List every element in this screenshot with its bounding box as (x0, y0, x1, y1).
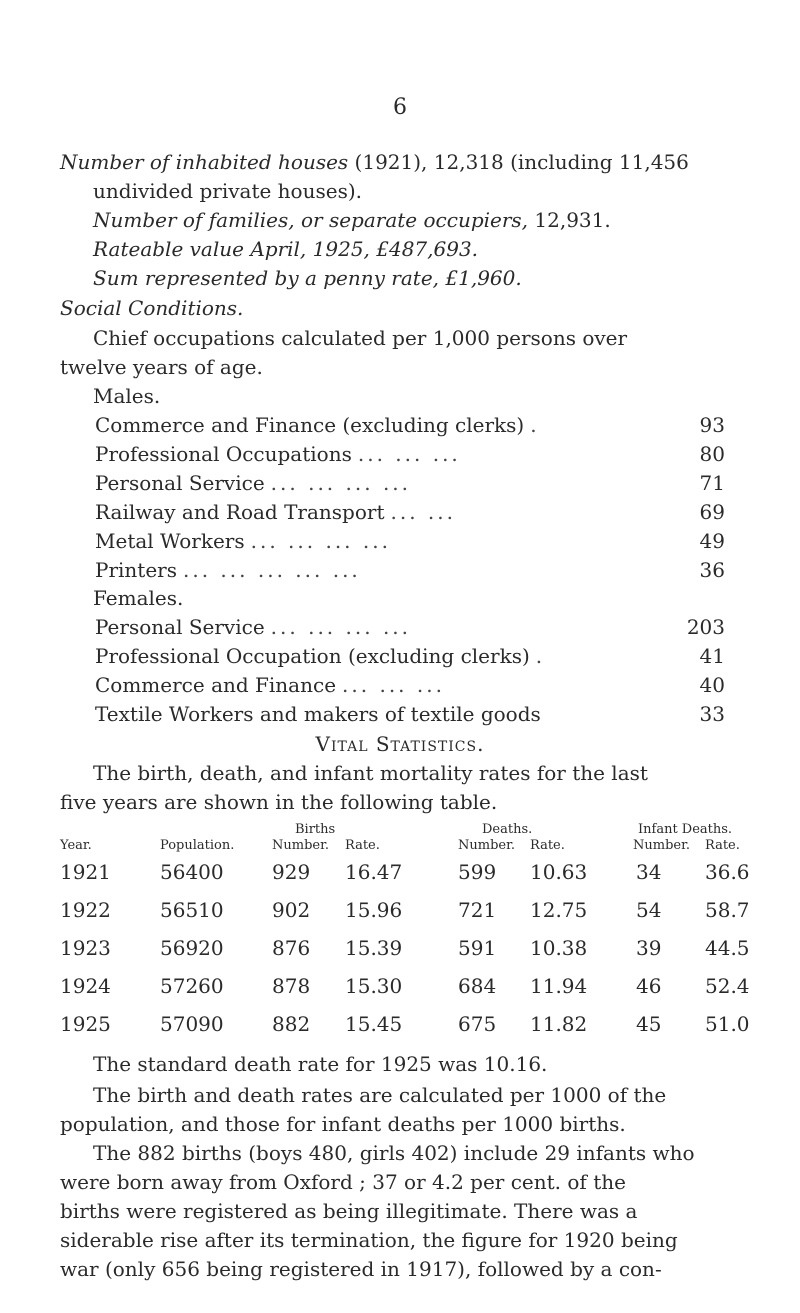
occupation-label: Textile Workers and makers of textile goods (95, 702, 541, 726)
leader-dots: ... ... ... ... (270, 615, 412, 639)
paragraph-line: were born away from Oxford ; 37 or 4.2 per cent. of the (60, 1170, 626, 1194)
occupation-value: 36 (699, 558, 725, 582)
inhabited-houses-label: Number of inhabited houses (60, 150, 349, 174)
rateable-value-line: Rateable value April, 1925, £487,693. (93, 237, 479, 261)
table-cell-year: 1925 (60, 1012, 111, 1036)
inhabited-houses-value: (1921), 12,318 (including 11,456 (348, 150, 689, 174)
table-cell-i-rate: 36.6 (705, 860, 750, 884)
occupation-label: Commerce and Finance (excluding clerks) (95, 413, 525, 437)
occupation-row (95, 471, 725, 495)
table-cell-d-number: 599 (458, 860, 497, 884)
table-cell-b-number: 902 (272, 898, 311, 922)
occupation-row (95, 673, 725, 697)
occupation-value: 203 (686, 615, 725, 639)
table-cell-population: 56920 (160, 936, 224, 960)
table-cell-b-number: 876 (272, 936, 311, 960)
table-cell-b-number: 929 (272, 860, 311, 884)
occupation-row (95, 702, 725, 726)
leader-dots (541, 702, 677, 726)
occupation-value: 71 (699, 471, 725, 495)
occupation-label: Railway and Road Transport (95, 500, 385, 524)
col-header-infant-rate: Rate. (705, 838, 740, 853)
table-cell-d-number: 721 (458, 898, 497, 922)
table-cell-d-rate: 10.38 (530, 936, 588, 960)
rates-paragraph (60, 1081, 740, 1139)
leader-dots: ... ... ... ... ... (183, 558, 361, 582)
paragraph-line: The birth and death rates are calculated per 1000 of the (93, 1083, 667, 1107)
table-cell-d-number: 591 (458, 936, 497, 960)
col-header-deaths-rate: Rate. (530, 838, 565, 853)
occupations-intro-line2: twelve years of age. (60, 355, 263, 379)
table-cell-b-number: 878 (272, 974, 311, 998)
table-cell-population: 57090 (160, 1012, 224, 1036)
table-cell-b-number: 882 (272, 1012, 311, 1036)
paragraph-line: The 882 births (boys 480, girls 402) include 29 infants who (93, 1141, 695, 1165)
occupation-label: Professional Occupation (excluding clerks) (95, 644, 530, 668)
inhabited-houses-continuation: undivided private houses). (93, 179, 362, 203)
occupation-value: 80 (699, 442, 725, 466)
families-line (93, 208, 611, 232)
occupation-row (95, 413, 725, 437)
table-cell-i-rate: 52.4 (705, 974, 750, 998)
table-cell-i-number: 54 (636, 898, 662, 922)
table-cell-i-number: 45 (636, 1012, 662, 1036)
penny-rate-line: Sum represented by a penny rate, £1,960. (93, 266, 522, 290)
paragraph-line: siderable rise after its termination, the figure for 1920 being (60, 1228, 678, 1252)
table-cell-b-rate: 15.45 (345, 1012, 403, 1036)
occupation-value: 93 (699, 413, 725, 437)
occupation-label: Metal Workers (95, 529, 245, 553)
leader-dots: . (535, 644, 546, 668)
table-cell-i-number: 39 (636, 936, 662, 960)
occupation-row (95, 500, 725, 524)
births-paragraph (60, 1139, 740, 1284)
occupation-label: Commerce and Finance (95, 673, 337, 697)
leader-dots: . (530, 413, 540, 437)
table-cell-i-number: 46 (636, 974, 662, 998)
vital-statistics-heading: Vital Statistics. (315, 732, 485, 756)
vital-intro-line2: five years are shown in the following table. (60, 790, 498, 814)
occupation-row (95, 529, 725, 553)
occupation-value: 69 (699, 500, 725, 524)
table-cell-year: 1921 (60, 860, 111, 884)
table-cell-d-rate: 12.75 (530, 898, 588, 922)
table-cell-population: 56510 (160, 898, 224, 922)
occupation-value: 49 (699, 529, 725, 553)
paragraph-line: births were registered as being illegitimate. There was a (60, 1199, 638, 1223)
table-cell-i-rate: 51.0 (705, 1012, 750, 1036)
table-cell-year: 1923 (60, 936, 111, 960)
table-cell-b-rate: 16.47 (345, 860, 403, 884)
col-header-population: Population. (160, 838, 235, 853)
table-cell-d-rate: 11.94 (530, 974, 588, 998)
occupation-row (95, 442, 725, 466)
table-cell-i-rate: 44.5 (705, 936, 750, 960)
births-group-header: Births (295, 822, 336, 837)
table-cell-i-number: 34 (636, 860, 662, 884)
leader-dots: ... ... ... ... (250, 529, 391, 553)
occupation-label: Personal Service (95, 471, 265, 495)
vital-intro-line1: The birth, death, and infant mortality rates for the last (93, 761, 648, 785)
table-cell-year: 1924 (60, 974, 111, 998)
page-number: 6 (393, 95, 407, 120)
paragraph-line: war (only 656 being registered in 1917), followed by a con- (60, 1257, 662, 1281)
occupation-value: 33 (699, 702, 725, 726)
paragraph-line: population, and those for infant deaths per 1000 births. (60, 1112, 626, 1136)
table-cell-d-number: 684 (458, 974, 497, 998)
occupation-value: 40 (699, 673, 725, 697)
col-header-births-rate: Rate. (345, 838, 380, 853)
table-cell-d-number: 675 (458, 1012, 497, 1036)
leader-dots: ... ... (390, 500, 457, 524)
table-cell-b-rate: 15.30 (345, 974, 403, 998)
occupation-label: Personal Service (95, 615, 265, 639)
females-heading: Females. (93, 586, 184, 610)
occupations-intro-line1: Chief occupations calculated per 1,000 persons over (93, 326, 628, 350)
table-cell-b-rate: 15.39 (345, 936, 403, 960)
table-cell-population: 57260 (160, 974, 224, 998)
occupation-value: 41 (699, 644, 725, 668)
leader-dots: ... ... ... (357, 442, 461, 466)
families-value: 12,931. (528, 208, 611, 232)
deaths-group-header: Deaths. (482, 822, 533, 837)
standard-death-rate-note: The standard death rate for 1925 was 10.16. (93, 1052, 548, 1076)
inhabited-houses-line (60, 150, 689, 174)
col-header-year: Year. (60, 838, 92, 853)
leader-dots: ... ... ... (342, 673, 445, 697)
occupation-row (95, 644, 725, 668)
occupation-label: Printers (95, 558, 177, 582)
col-header-deaths-number: Number. (458, 838, 516, 853)
infant-deaths-group-header: Infant Deaths. (638, 822, 733, 837)
table-cell-population: 56400 (160, 860, 224, 884)
occupation-label: Professional Occupations (95, 442, 352, 466)
col-header-infant-number: Number. (633, 838, 691, 853)
occupation-row (95, 558, 725, 582)
table-cell-d-rate: 10.63 (530, 860, 588, 884)
table-cell-i-rate: 58.7 (705, 898, 750, 922)
leader-dots: ... ... ... ... (270, 471, 412, 495)
males-heading: Males. (93, 384, 161, 408)
table-cell-b-rate: 15.96 (345, 898, 403, 922)
table-cell-year: 1922 (60, 898, 111, 922)
occupation-row (95, 615, 725, 639)
col-header-births-number: Number. (272, 838, 330, 853)
table-cell-d-rate: 11.82 (530, 1012, 588, 1036)
families-label: Number of families, or separate occupiers, (93, 208, 529, 232)
social-conditions-heading: Social Conditions. (60, 296, 244, 320)
